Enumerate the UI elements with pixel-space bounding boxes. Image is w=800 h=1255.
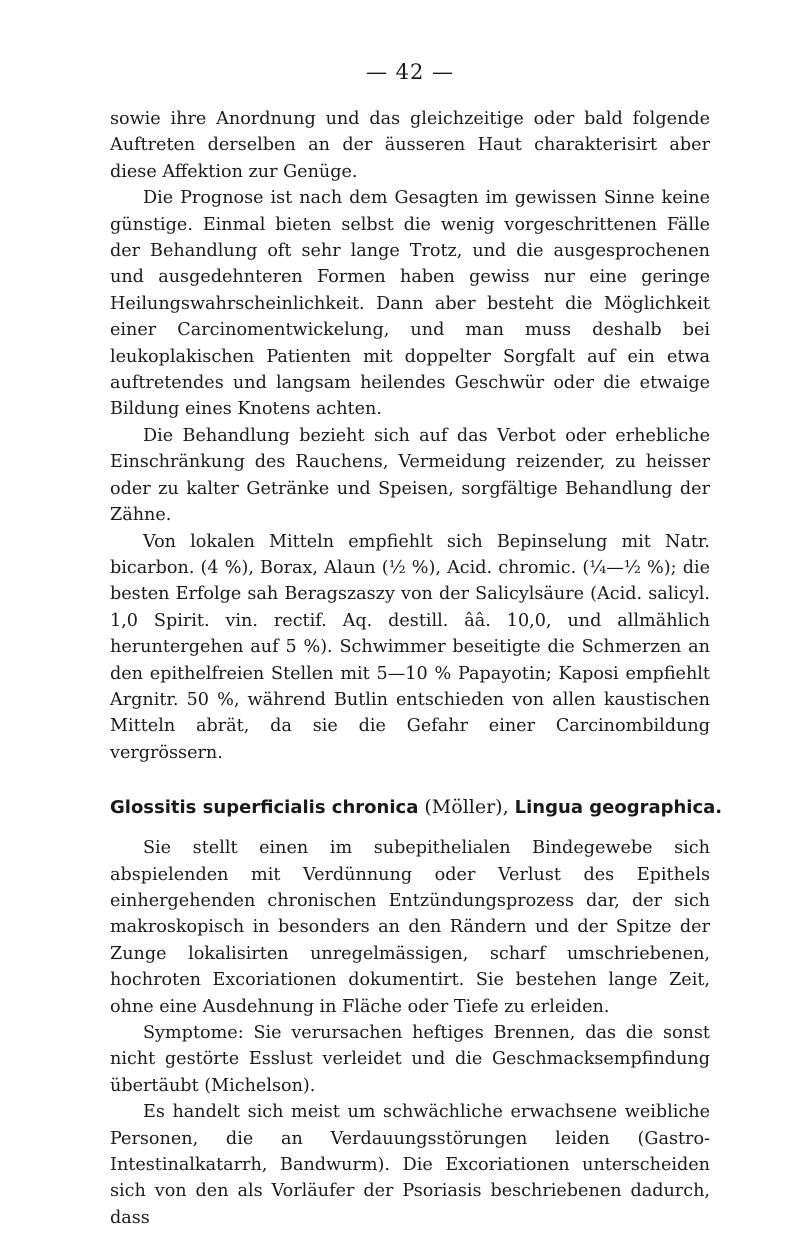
heading-synonym: Lingua geographica. (514, 797, 723, 819)
paragraph-personen: Es handelt sich meist um schwächliche erwachsene weibliche Personen, die an Verdauungsstörungen leiden (Gastro-Intestinalkatarrh, Bandwurm). Die Excoriationen unterscheiden sich von den als Vorläufer der Psoriasis beschriebenen dadurch, dass (110, 1102, 710, 1228)
paragraph-prognose: Die Prognose ist nach dem Gesagten im gewissen Sinne keine günstige. Einmal bieten selbst die wenig vorgeschrittenen Fälle der Behandlung oft sehr lange Trotz, und die ausgesprochenen und ausgedehnteren Formen haben gewiss nur eine geringe Heilungswahrscheinlichkeit. Dann aber besteht die Möglichkeit einer Carcinomentwickelung, und man muss deshalb bei leukoplakischen Patienten mit doppelter Sorgfalt auf ein etwa auftretendes und langsam heilendes Geschwür oder die etwaige Bildung eines Knotens achten. (110, 188, 710, 420)
heading-author: (Möller), (418, 796, 515, 819)
paragraph-behandlung: Die Behandlung bezieht sich auf das Verbot oder erhebliche Einschränkung des Rauchens, Vermeidung reizender, zu heisser oder zu kalter Getränke und Speisen, sorgfältige Behandlung der Zähne. (110, 425, 710, 526)
heading-title: Glossitis superficialis chronica (110, 797, 419, 819)
paragraph-lokale-mittel: Von lokalen Mitteln empfiehlt sich Bepinselung mit Natr. bicarbon. (4 %), Borax, Alaun (½ %), Acid. chromic. (¼—½ %); die besten Erfolge sah Beragszaszy von der Salicylsäure (Acid. salicyl. 1,0 Spirit. vin. rectif. Aq. destill. ââ. 10,0, und allmählich heruntergehen auf 5 %). Schwimmer beseitigte die Schmerzen an den epithelfreien Stellen mit 5—10 % Papayotin; Kaposi empfiehlt Argnitr. 50 %, während Butlin entschieden von allen kaustischen Mitteln abrät, da sie die Gefahr einer Carcinombildung vergrössern. (110, 531, 710, 763)
paragraph-intro: sowie ihre Anordnung und das gleichzeitige oder bald folgende Auftreten derselben an der äusseren Haut charakterisirt aber diese Affektion zur Genüge. (110, 109, 710, 182)
paragraph-symptome: Symptome: Sie verursachen heftiges Brennen, das die sonst nicht gestörte Esslust verleidet und die Geschmacksempfindung übertäubt (Michelson). (110, 1023, 710, 1096)
section-heading (110, 794, 723, 821)
page-number: — 42 — (365, 60, 455, 84)
paragraph-definition: Sie stellt einen im subepithelialen Bindegewebe sich abspielenden mit Verdünnung oder Verlust des Epithels einhergehenden chronischen Entzündungsprozess dar, der sich makroskopisch in besonders an den Rändern und der Spitze der Zunge lokalisirten unregelmässigen, scharf umschriebenen, hochroten Excoriationen dokumentirt. Sie bestehen lange Zeit, ohne eine Ausdehnung in Fläche oder Tiefe zu erleiden. (110, 838, 710, 1017)
